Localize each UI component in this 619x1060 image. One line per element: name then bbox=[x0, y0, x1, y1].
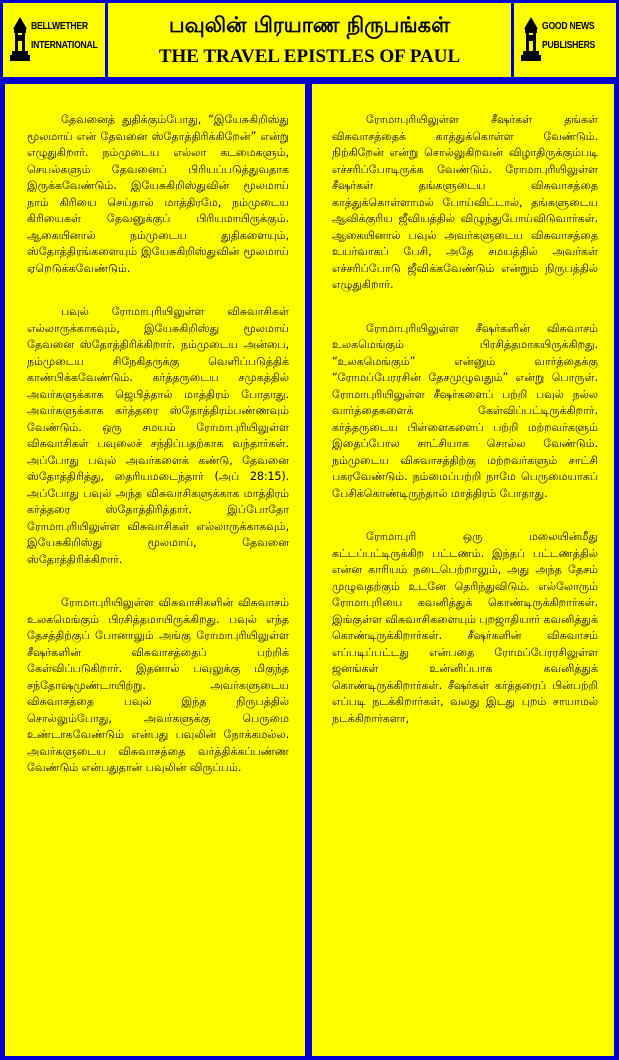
paragraph: ரோமாபுரி ஒரு மலையின்மீது கட்டப்பட்டிருக்கிற பட்டணம். இந்தப் பட்டணத்தில் என்ன காரியம் நடைபெற்றாலும், அது அந்த தேசம் முழுவதற்கும் உடனே தெரிந்துவிடும். எல்லோரும் ரோமாபுரியை கவனித்துக் கொண்டிருக்கிறார்கள். இங்குள்ள விசுவாசிகளையும் புறஜாதியார் கவனித்துக் கொண்டிருக்கிறார்கள். சீஷர்களின் விசுவாசம் எப்படிப்பட்டது என்பதை ரோமப்பேரரசிலுள்ள ஜனங்கள் உன்னிப்பாக கவனித்துக் கொண்டிருக்கிறார்கள். சீஷர்கள் கர்த்தரைப் பின்பற்றி எப்படி நடக்கிறார்கள், வலது இடது புறம் சாயாமல் நடக்கிறார்களா, bbox=[332, 530, 598, 725]
logo-line-2: INTERNATIONAL bbox=[31, 39, 98, 51]
page-title-english: THE TRAVEL EPISTLES OF PAUL bbox=[158, 46, 461, 67]
bell-tower-icon bbox=[9, 15, 31, 63]
right-column bbox=[312, 84, 614, 1056]
logo-text-left bbox=[31, 17, 98, 55]
logo-text-right bbox=[542, 17, 601, 55]
left-column bbox=[5, 84, 305, 1056]
content-frame bbox=[0, 80, 619, 1060]
title-block bbox=[108, 3, 511, 77]
bell-tower-icon bbox=[520, 15, 542, 63]
logo-line-1: GOOD NEWS bbox=[542, 20, 595, 32]
paragraph: பவுல் ரோமாபுரியிலுள்ள விசுவாசிகள் எல்லாருக்காகவும், இயேசுகிறிஸ்து மூலமாய் தேவனை ஸ்தோத்திரிக்கிறார். நம்முடைய அன்பை, நம்முடைய சிநேகிதருக்கு வெளிப்படுத்திக் காண்பிக்கவேண்டும். கர்த்தருடைய சமுகத்தில் அவர்களுக்காக ஜெபித்தால் மாத்திரம் போதாது. அவர்களுக்காக கர்த்தரை ஸ்தோத்திரம்பண்ணவும் வேண்டும். ஒரு சமயம் ரோமாபுரியிலுள்ள விசுவாசிகள் பவுலைச் சந்திப்பதற்காக வந்தார்கள். அப்போது பவுல் அவர்களைக் கண்டு, தேவனை ஸ்தோத்திரித்து, தைரியமடைந்தார் (அப் 28:15). அப்போது பவுல் அந்த விசுவாசிகளுக்காக மாத்திரம் கர்த்தரை ஸ்தோத்திரித்தார். இப்போதோ ரோமாபுரியிலுள்ள விசுவாசிகள் எல்லாருக்காகவும், இயேசுகிறிஸ்து மூலமாய், தேவனை ஸ்தோத்திரிக்கிறார். bbox=[27, 305, 289, 566]
logo-line-1: BELLWETHER bbox=[31, 20, 88, 32]
header-banner bbox=[0, 0, 619, 80]
publisher-logo-right bbox=[514, 3, 616, 77]
logo-line-2: PUBLISHERS bbox=[542, 39, 596, 51]
paragraph: தேவனைத் துதிக்கும்போது, “இயேசுகிறிஸ்து மூலமாய் என் தேவனை ஸ்தோத்திரிக்கிறேன்” என்று எழுதுகிறார். நம்முடைய எல்லா கடமைகளும், செயல்களும் தேவனைப் பிரியப்படுத்துவதாக இருக்கவேண்டும். இயேசுகிறிஸ்துவின் மூலமாய் நாம் கிரியை செய்தால் மாத்திரமே, நம்முடைய கிரியைகள் தேவனுக்குப் பிரியமாயிருக்கும். ஆகையினால் நம்முடைய துதிகளையும், ஸ்தோத்திரங்களையும் இயேசுகிறிஸ்துவின் மூலமாய் ஏறெடுக்கவேண்டும். bbox=[27, 113, 289, 275]
paragraph: ரோமாபுரியிலுள்ள சீஷர்கள் தங்கள் விசுவாசத்தைக் காத்துக்கொள்ள வேண்டும். நிற்கிறேன் என்று சொல்லுகிறவன் விழாதிருக்கும்படி எச்சரிப்போடிருக்க வேண்டும். ரோமாபுரியிலுள்ள சீஷர்கள் தங்களுடைய விசுவாசத்தை காத்துக்கொள்ளாமல் போய்விட்டால், தங்களுடைய ஆவிக்குரிய ஜீவியத்தில் விழுந்துபோய்விடுவார்கள். ஆகையினால் பவுல் அவர்களுடைய விசுவாசத்தை உயர்வாகப் பேசி, அதே சமயத்தில் அவர்கள் எச்சரிப்போடு ஜீவிக்கவேண்டும் என்றும் நிருபத்தில் எழுதுகிறார். bbox=[332, 113, 598, 291]
publisher-logo-left bbox=[3, 3, 105, 77]
paragraph: ரோமாபுரியிலுள்ள விசுவாசிகளின் விசுவாசம் உலகமெங்கும் பிரசித்தமாயிருக்கிறது. பவுல் எந்த தேசத்திற்குப் போனாலும் அங்கு ரோமாபுரியிலுள்ள சீஷர்களின் விசுவாசத்தைப் பற்றிக் கேள்விப்படுகிறார். இதனால் பவுலுக்கு மிகுந்த சந்தோஷமுண்டாயிற்று. அவர்களுடைய விசுவாசத்தை பவுல் இந்த நிருபத்தில் சொல்லும்போது, அவர்களுக்கு பெருமை உண்டாகவேண்டும் என்பது பவுலின் நோக்கமல்ல. அவர்களுடைய விசுவாசத்தை வர்த்திக்கப்பண்ண வேண்டும் என்பதுதான் பவுலின் விருப்பம். bbox=[27, 596, 289, 774]
paragraph: ரோமாபுரியிலுள்ள சீஷர்களின் விசுவாசம் உலகமெங்கும் பிரசித்தமாகயிருக்கிறது. “உலகமெங்கும்” என்னும் வார்த்தைக்கு “ரோமப்பேரரசின் தேசமுழுவதும்” என்று பொருள். ரோமாபுரியிலுள்ள சீஷர்களைப் பற்றி பவுல் நல்ல வார்த்தைகளைக் கேள்விப்பட்டிருக்கிறார். கர்த்தருடைய பிள்ளைகளைப் பற்றி மற்றவர்களும் இதைப்போல சாட்சியாக சொல்ல வேண்டும். நம்முடைய விசுவாசத்திற்கு மற்றவர்களும் சாட்சி பகரவேண்டும். நம்மைப்பற்றி நாமே பெருமையாகப் பேசிக்கொண்டிருந்தால் மாத்திரம் போதாது. bbox=[332, 321, 598, 500]
page-title-tamil: பவுலின் பிரயாண நிருபங்கள் bbox=[168, 13, 451, 37]
